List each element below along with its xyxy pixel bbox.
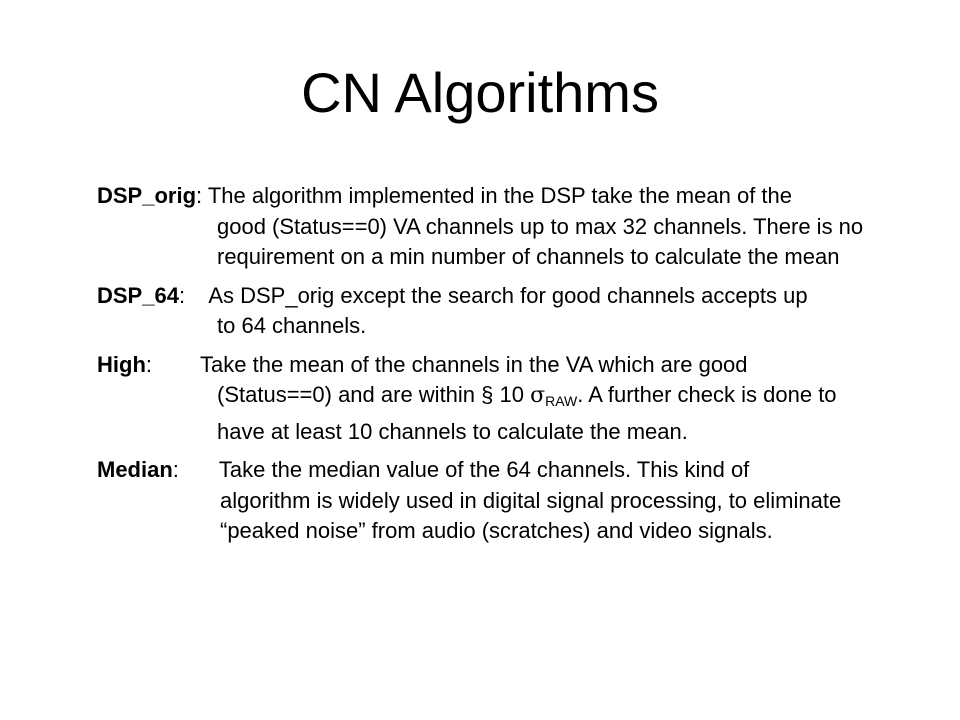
definition-high (97, 350, 877, 448)
term-label: DSP_64 (97, 282, 179, 308)
term-label: High (97, 351, 146, 377)
definition-median (97, 455, 877, 547)
term-label: DSP_orig (97, 183, 197, 208)
definition-text-start: The algorithm implemented in the DSP take the mean of the (207, 183, 792, 208)
sigma-subscript: RAW (545, 393, 578, 409)
definition-text-start: Take the mean of the channels in the VA which are good (200, 351, 748, 377)
term-separator: : (196, 183, 208, 208)
definition-text-continued: good (Status==0) VA channels up to max 32 channels. There is no requirement on a min number of channels to calculate the mean (217, 213, 864, 269)
definition-text-start: Take the median value of the 64 channels. This kind of (218, 457, 750, 482)
definition-text-before-sigma: (Status==0) and are within § 10 (217, 382, 531, 407)
definition-text-after-sigma: . A further check is done to have at least 10 channels to calculate the mean. (217, 382, 837, 444)
definition-dsp-64 (97, 281, 877, 342)
term-separator: : (145, 351, 153, 377)
definition-dsp-orig (97, 181, 877, 273)
term-separator: : (178, 282, 209, 308)
definition-text-continued: algorithm is widely used in digital signal processing, to eliminate “peaked noise” from audio (scratches) and video signals. (220, 487, 842, 543)
definition-first-line (97, 181, 877, 212)
definition-text-continued: to 64 channels. (217, 313, 367, 338)
definition-list (97, 181, 877, 555)
definition-text-continued (97, 380, 877, 447)
slide-title: CN Algorithms (301, 61, 659, 124)
term-separator: : (172, 457, 179, 482)
definition-first-line (97, 455, 877, 486)
sigma-symbol: σ (530, 383, 546, 408)
definition-first-line (97, 281, 877, 312)
term-label: Median (97, 457, 173, 482)
definition-text-start: As DSP_orig except the search for good channels accepts up (208, 282, 808, 308)
definition-first-line (97, 350, 877, 381)
